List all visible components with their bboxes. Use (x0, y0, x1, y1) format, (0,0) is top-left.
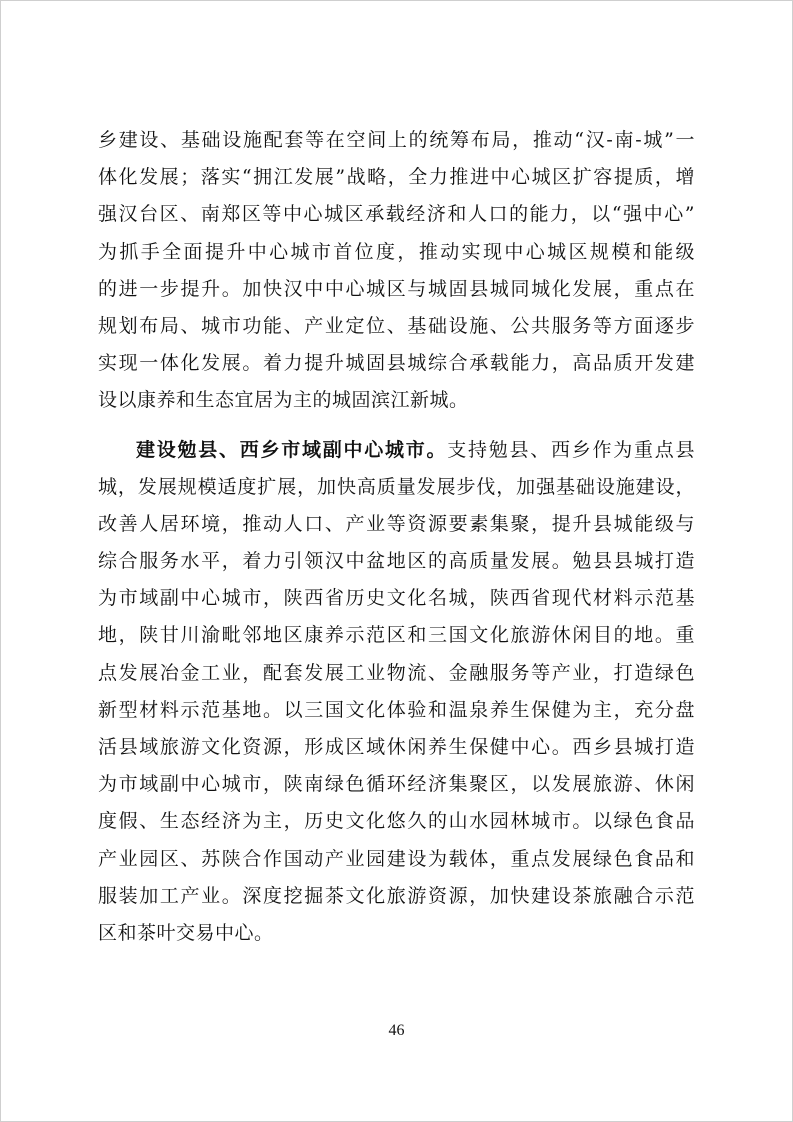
text-line: 规划布局、城市功能、产业定位、基础设施、公共服务等方面逐步 (98, 314, 695, 337)
text-line: 产业园区、苏陕合作国动产业园建设为载体，重点发展绿色食品和 (98, 847, 695, 870)
text-line: 活县域旅游文化资源，形成区域休闲养生保健中心。西乡县城打造 (98, 736, 695, 758)
text-line: 强汉台区、南郑区等中心城区承载经济和人口的能力，以“强中心” (98, 203, 695, 226)
text-line-first (98, 432, 695, 469)
text-line: 度假、生态经济为主，历史文化悠久的山水园林城市。以绿色食品 (98, 810, 695, 833)
paragraph-2 (98, 432, 695, 953)
page-number: 46 (388, 1022, 405, 1039)
text-line: 改善人居环境，推动人口、产业等资源要素集聚，提升县城能级与 (98, 512, 695, 535)
text-line: 实现一体化发展。着力提升城固县城综合承载能力，高品质开发建 (98, 352, 695, 375)
text-line: 服装加工产业。深度挖掘茶文化旅游资源，加快建设茶旅融合示范 (98, 884, 695, 907)
document-body (98, 122, 695, 952)
text-line: 区和茶叶交易中心。 (98, 921, 274, 944)
paragraph-gap (98, 420, 695, 432)
text-line: 点发展冶金工业，配套发展工业物流、金融服务等产业，打造绿色 (98, 661, 695, 684)
text-line: 体化发展；落实“拥江发展”战略，全力推进中心城区扩容提质，增 (98, 166, 695, 189)
paragraph-heading: 建设勉县、西乡市域副中心城市。 (136, 438, 448, 461)
text-line: 设以康养和生态宜居为主的城固滨江新城。 (98, 389, 469, 412)
text-line: 新型材料示范基地。以三国文化体验和温泉养生保健为主，充分盘 (98, 698, 695, 721)
text-line: 地，陕甘川渝毗邻地区康养示范区和三国文化旅游休闲目的地。重 (98, 624, 695, 647)
text-line: 乡建设、基础设施配套等在空间上的统筹布局，推动“汉-南-城”一 (98, 129, 695, 151)
text-line: 的进一步提升。加快汉中中心城区与城固县城同城化发展，重点在 (98, 277, 695, 300)
text-line: 综合服务水平，着力引领汉中盆地区的高质量发展。勉县县城打造 (98, 550, 695, 573)
text-line: 城，发展规模适度扩展，加快高质量发展步伐，加强基础设施建设， (98, 475, 695, 498)
text-line: 为市域副中心城市，陕南绿色循环经济集聚区，以发展旅游、休闲 (98, 773, 695, 796)
text-line: 为抓手全面提升中心城市首位度，推动实现中心城区规模和能级 (98, 240, 695, 263)
paragraph-heading-rest: 支持勉县、西乡作为重点县 (447, 438, 695, 461)
paragraph-1 (98, 122, 695, 420)
text-line: 为市域副中心城市，陕西省历史文化名城，陕西省现代材料示范基 (98, 587, 695, 610)
